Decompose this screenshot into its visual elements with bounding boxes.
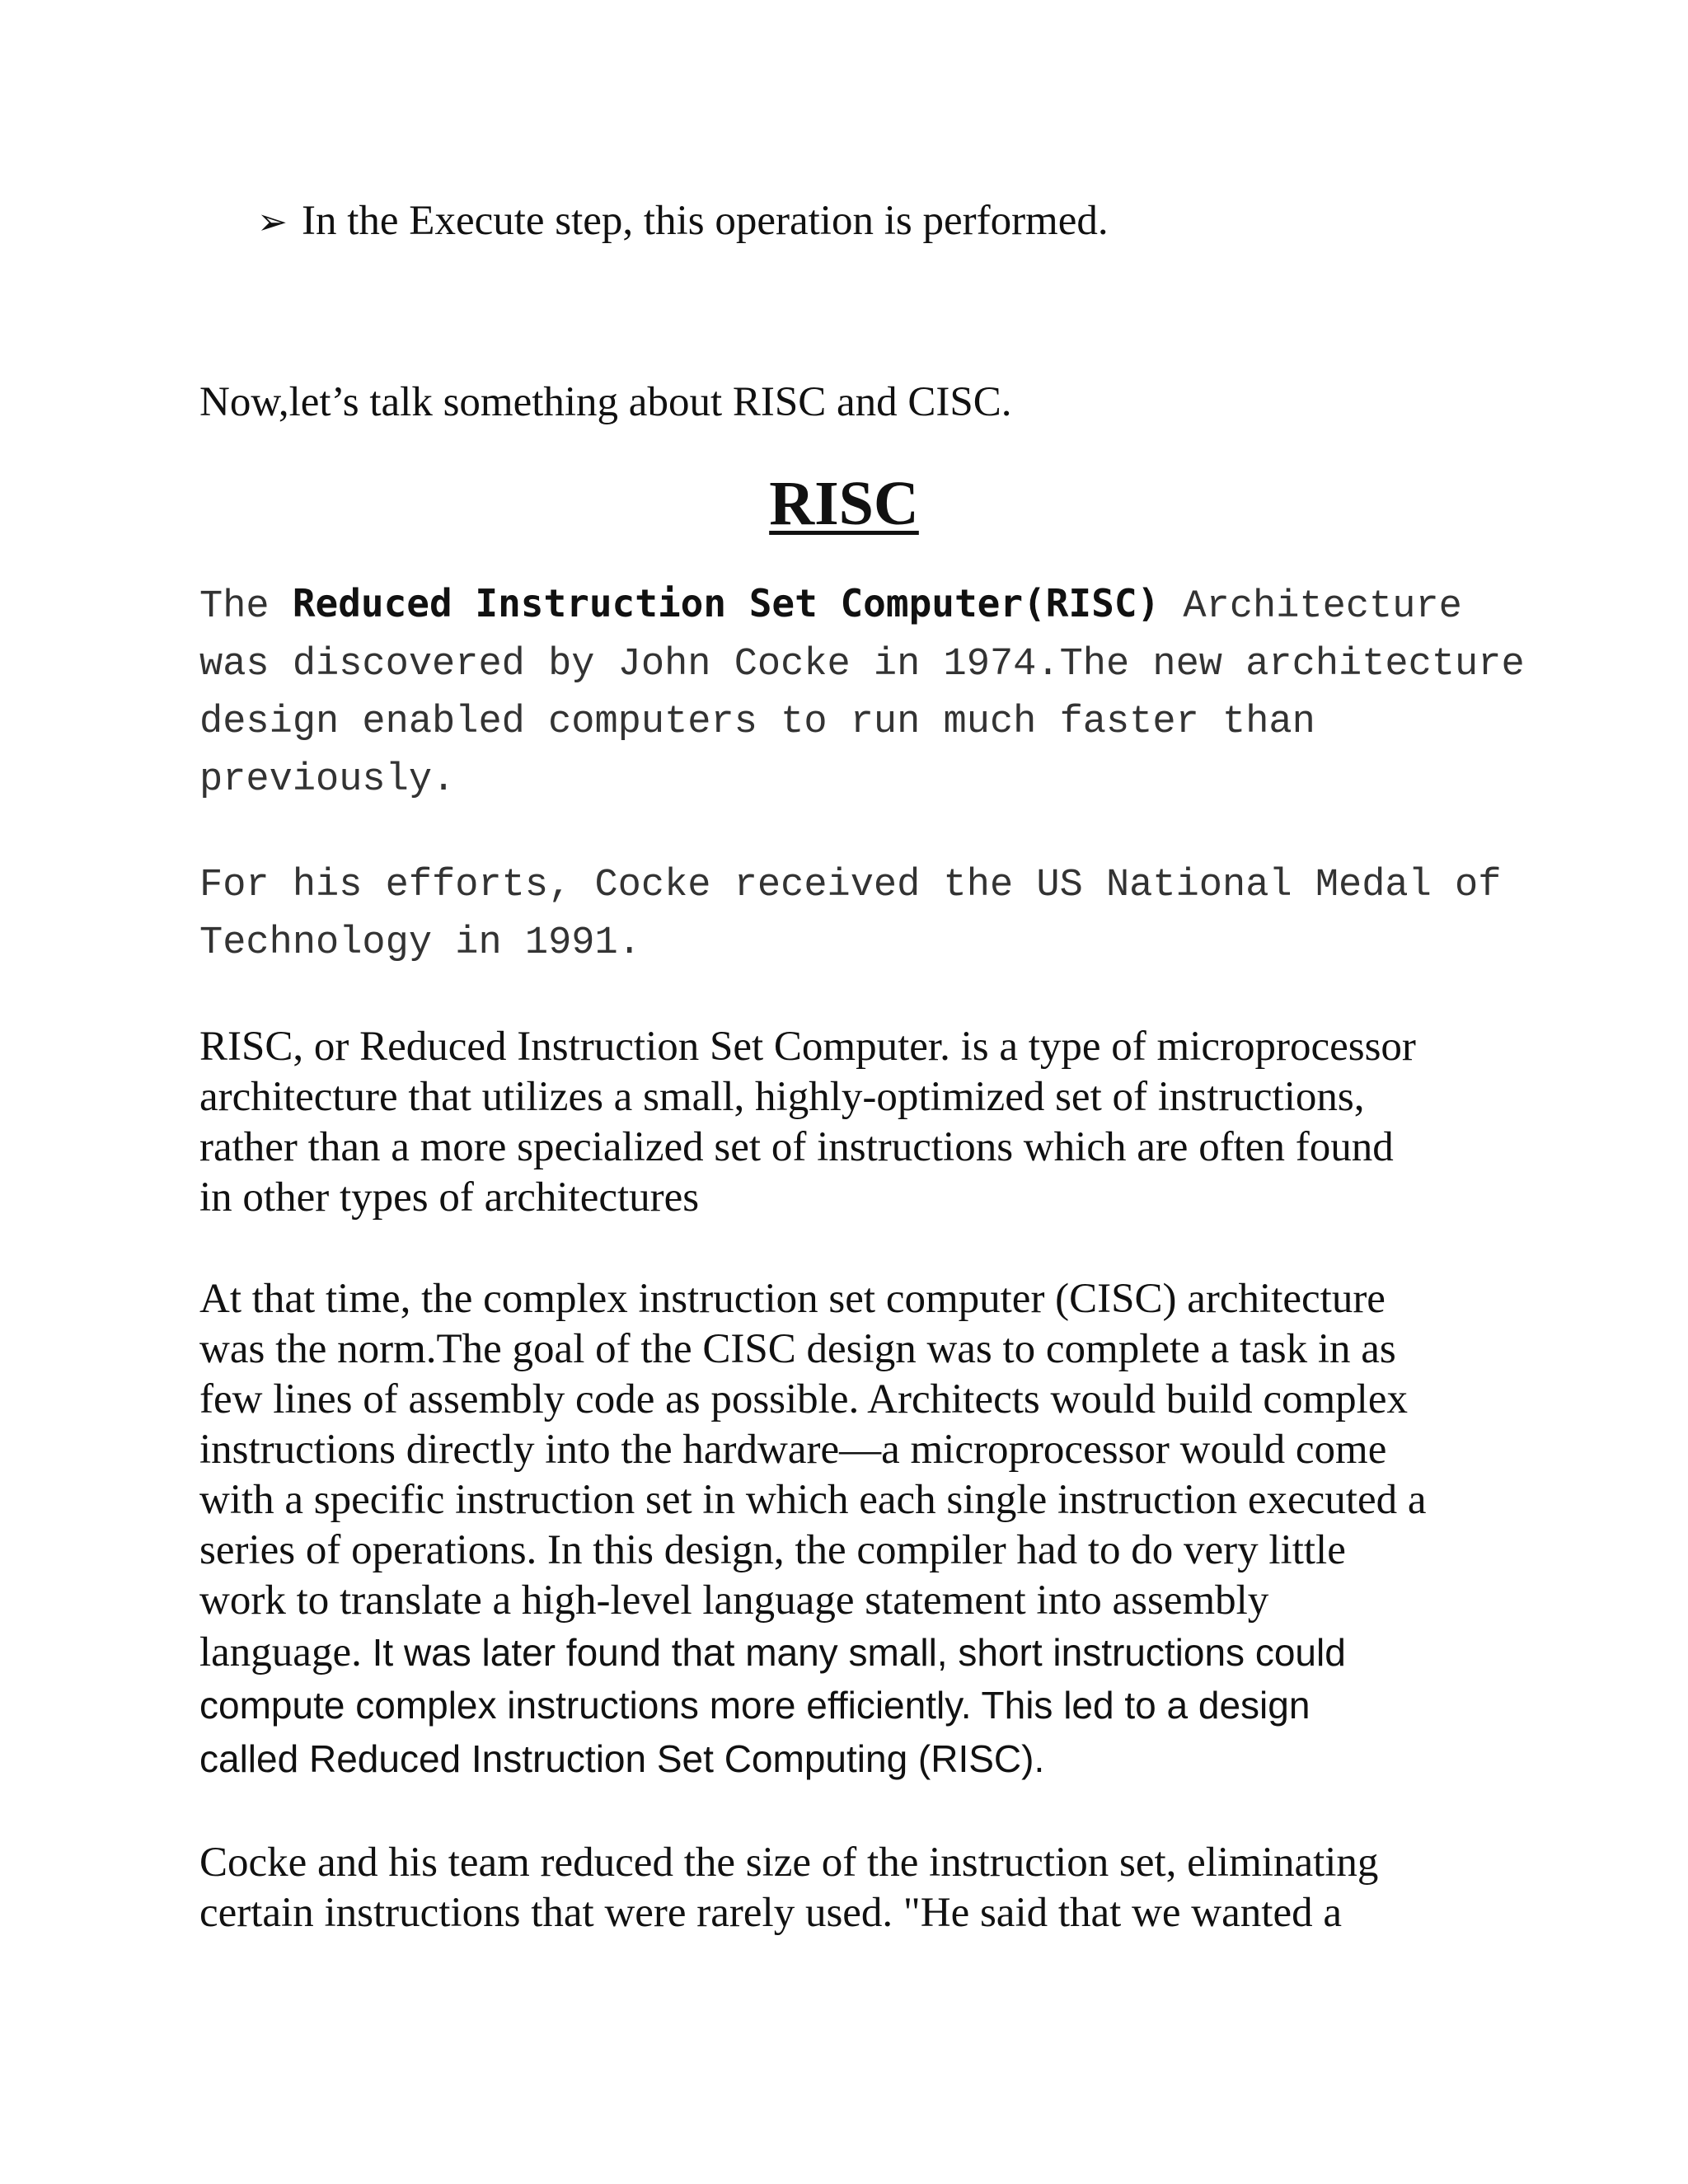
paragraph-line: compute complex instructions more efficiently. This led to a design xyxy=(199,1684,1311,1727)
paragraph-line: was discovered by John Cocke in 1974.The new architecture xyxy=(199,643,1525,687)
paragraph-line: Technology in 1991. xyxy=(199,921,641,965)
line-suffix: Architecture xyxy=(1160,585,1462,629)
paragraph-line: instructions directly into the hardware—a microprocessor would come xyxy=(199,1427,1387,1473)
paragraph-line: design enabled computers to run much faster than xyxy=(199,701,1315,744)
line-prefix: The xyxy=(199,585,293,629)
paragraph-line: Cocke and his team reduced the size of the instruction set, eliminating xyxy=(199,1840,1379,1886)
paragraph-line: For his efforts, Cocke received the US National Medal of xyxy=(199,864,1502,907)
paragraph-line: certain instructions that were rarely used. "He said that we wanted a xyxy=(199,1890,1342,1936)
emphasized-term: Reduced Instruction Set Computer(RISC) xyxy=(292,581,1160,626)
paragraph-cocke-team xyxy=(199,1838,1378,1938)
paragraph-line-mixed xyxy=(199,1626,1426,1679)
bullet-item xyxy=(257,196,1109,247)
paragraph-medal xyxy=(199,857,1501,972)
heading-text: RISC xyxy=(769,469,919,538)
mixed-sans-part: It was later found that many small, short instructions could xyxy=(361,1631,1346,1674)
paragraph-cisc-history xyxy=(199,1274,1426,1786)
intro-text: Now,let’s talk something about RISC and CISC. xyxy=(199,379,1012,425)
paragraph-line: few lines of assembly code as possible. Architects would build complex xyxy=(199,1376,1408,1422)
paragraph-line: called Reduced Instruction Set Computing (RISC). xyxy=(199,1737,1045,1780)
paragraph-risc-discovery xyxy=(199,574,1525,809)
paragraph-line xyxy=(199,574,1525,636)
paragraph-line: series of operations. In this design, the compiler had to do very little xyxy=(199,1527,1346,1573)
paragraph-line: RISC, or Reduced Instruction Set Computer. is a type of microprocessor xyxy=(199,1024,1416,1070)
paragraph-line: work to translate a high-level language statement into assembly xyxy=(199,1577,1269,1624)
section-heading xyxy=(0,468,1688,539)
paragraph-line: rather than a more specialized set of instructions which are often found xyxy=(199,1124,1394,1170)
paragraph-line: in other types of architectures xyxy=(199,1174,700,1221)
paragraph-line: was the norm.The goal of the CISC design was to complete a task in as xyxy=(199,1326,1396,1372)
arrow-bullet-icon: ➢ xyxy=(257,201,288,243)
paragraph-line: with a specific instruction set in which each single instruction executed a xyxy=(199,1477,1427,1523)
mixed-serif-part: language. xyxy=(199,1629,362,1675)
paragraph-risc-definition xyxy=(199,1022,1416,1223)
paragraph-line: At that time, the complex instruction set computer (CISC) architecture xyxy=(199,1276,1386,1322)
paragraph-line: previously. xyxy=(199,758,456,802)
bullet-text: In the Execute step, this operation is performed. xyxy=(302,198,1109,244)
paragraph-line: architecture that utilizes a small, highly-optimized set of instructions, xyxy=(199,1074,1365,1120)
